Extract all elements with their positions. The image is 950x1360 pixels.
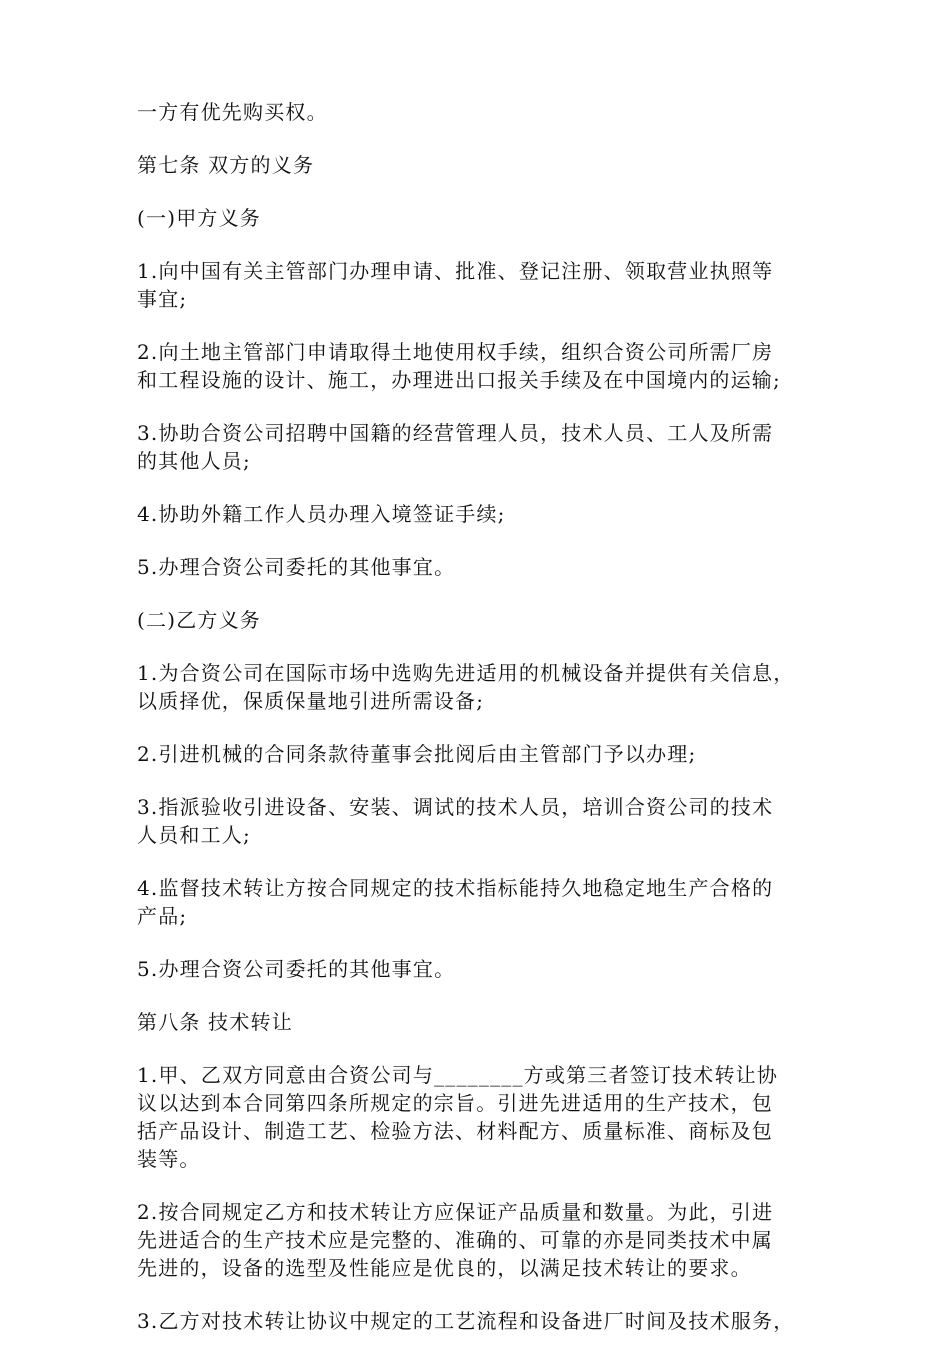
heading-article-8: 第八条 技术转让 [137, 1010, 293, 1034]
tech-transfer-clause-1: 1.甲、乙双方同意由合资公司与________方或第三者签订技术转让协 议以达到本合同第四条所规定的宗旨。引进先进适用的生产技术，包 括产品设计、制造工艺、检验方法、材料配方、质量标准、商标及包 装等。 [137, 1063, 779, 1171]
tech-transfer-clause-3: 3.乙方对技术转让协议中规定的工艺流程和设备进厂时间及技术服务， [137, 1309, 795, 1333]
party-a-duty-2: 2.向土地主管部门申请取得土地使用权手续，组织合资公司所需厂房 和工程设施的设计、施工，办理进出口报关手续及在中国境内的运输; [137, 340, 781, 392]
party-b-duty-5: 5.办理合资公司委托的其他事宜。 [137, 957, 456, 981]
party-a-duty-5: 5.办理合资公司委托的其他事宜。 [137, 555, 456, 579]
subheading-party-b-duties: (二)乙方义务 [137, 608, 262, 632]
paragraph-purchase-right: 一方有优先购买权。 [137, 100, 328, 124]
party-b-duty-4: 4.监督技术转让方按合同规定的技术指标能持久地稳定地生产合格的 产品; [137, 876, 774, 928]
document-body [137, 98, 817, 1360]
party-a-duty-1: 1.向中国有关主管部门办理申请、批准、登记注册、领取营业执照等 事宜; [137, 259, 774, 311]
party-b-duty-1: 1.为合资公司在国际市场中选购先进适用的机械设备并提供有关信息， 以质择优，保质保量地引进所需设备; [137, 661, 795, 713]
tech-transfer-clause-2: 2.按合同规定乙方和技术转让方应保证产品质量和数量。为此，引进 先进适合的生产技术应是完整的、准确的、可靠的亦是同类技术中属 先进的，设备的选型及性能应是优良的，以满足技术转让的要求。 [137, 1200, 774, 1280]
party-a-duty-4: 4.协助外籍工作人员办理入境签证手续; [137, 502, 506, 526]
party-b-duty-3: 3.指派验收引进设备、安装、调试的技术人员，培训合资公司的技术 人员和工人; [137, 795, 774, 847]
party-a-duty-3: 3.协助合资公司招聘中国籍的经营管理人员，技术人员、工人及所需 的其他人员; [137, 421, 774, 473]
party-b-duty-2: 2.引进机械的合同条款待董事会批阅后由主管部门予以办理; [137, 742, 697, 766]
subheading-party-a-duties: (一)甲方义务 [137, 206, 262, 230]
heading-article-7: 第七条 双方的义务 [137, 153, 315, 177]
